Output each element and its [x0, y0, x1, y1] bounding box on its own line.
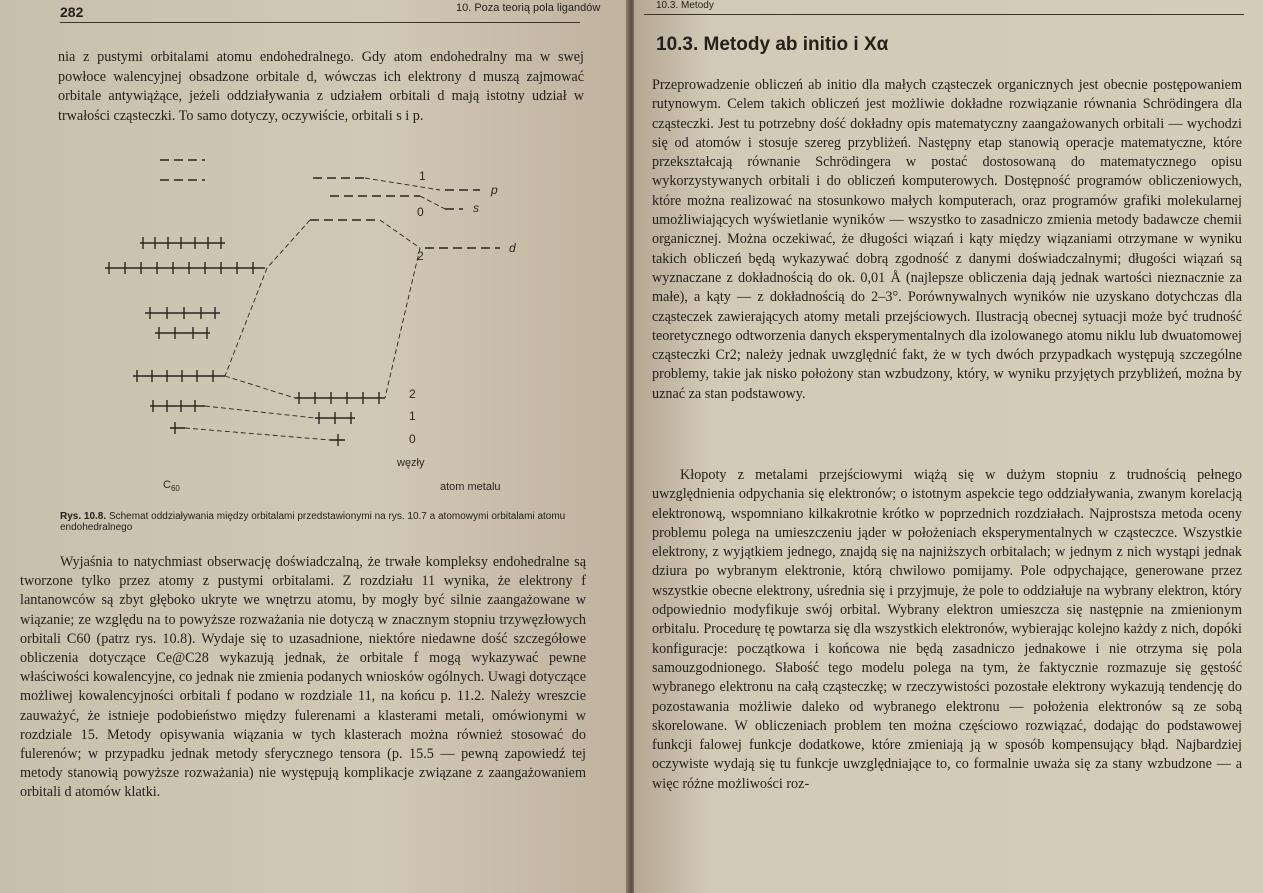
- orbital-diagram: [95, 148, 535, 498]
- figure-caption: [60, 511, 580, 533]
- node-label: 2: [417, 249, 424, 263]
- node-label: 1: [419, 169, 426, 183]
- orbital-letter-s: s: [473, 201, 479, 215]
- paragraph-1: [652, 76, 1242, 404]
- header-rule: [60, 22, 580, 23]
- node-label: 2: [409, 387, 416, 401]
- correlation-line: [205, 406, 315, 418]
- metal-atom-label: atom metalu: [440, 481, 501, 493]
- orbital-letter-p: p: [491, 183, 498, 197]
- paragraph-2: [652, 466, 1242, 794]
- running-head-left: 10. Poza teorią pola ligandów: [456, 2, 601, 14]
- running-head-right: 10.3. Metody: [656, 0, 714, 11]
- right-page: [634, 0, 1263, 893]
- nodes-label: węzły: [397, 457, 425, 469]
- header-rule-right: [644, 14, 1244, 15]
- correlation-line: [420, 196, 445, 209]
- section-title: 10.3. Metody ab initio i Xα: [656, 34, 889, 55]
- paragraph-1-text: Przeprowadzenie obliczeń ab initio dla małych cząsteczek organicznych jest obecnie postępowaniem rutynowym. Celem takich obliczeń jest możliwie dokładne rozwiązanie równania Schrödingera dla cząsteczki. Jest tu potrzebny dość dokładny opis matematyczny zaangażowanych orbitali — wychodzi się od atomów i stosuje szereg przybliżeń. Następny etap stanowią operacje matematyczne, które przekształcają równanie Schrödingera w postać dostosowaną do matematycznego opisu wykorzystywanych orbitali i do obliczeń komputerowych. Dostępność programów obliczeniowych, które można realizować na stosunkowo małych komputerach, oraz programów grafiki molekularnej umożliwiających wyświetlanie wyników — wszystko to zasadniczo zmienia metody badawcze chemii organicznej. Można oczekiwać, że długości wiązań i kąty między wiązaniami otrzymane w wyniku takich obliczeń będą wykazywać dobrą zgodność z danymi doświadczalnymi; długości wiązań są wyznaczane z dokładnością do ok. 0,01 Å (najlepsze obliczenia dają jednak wartości nieznacznie za małe), a kąty — z dokładnością do 2–3°. Porównywalnych wyników nie uzyskano dotychczas dla cząsteczek zawierających atomy metali przejściowych. Ilustracją obecnej sytuacji może być trudność teoretycznego odtworzenia danych eksperymentalnych dla izolowanego atomu niklu lub dwuatomowej cząsteczki Cr2; należy jednak uwzględnić fakt, że w tych dwóch przypadkach występują szczególne problemy, takie jak nisko położony stan wzbudzony, który, w wyniku przyjętych przybliżeń, można by uznać za stan podstawowy.: [652, 77, 1242, 402]
- c60-label-main: C: [163, 479, 171, 491]
- correlation-line: [267, 220, 310, 268]
- left-page: [0, 0, 628, 893]
- node-label: 1: [409, 409, 416, 423]
- node-label: 0: [417, 205, 424, 219]
- correlation-line: [380, 220, 420, 248]
- c60-label-sub: 60: [170, 484, 180, 493]
- paragraph-2-text: Kłopoty z metalami przejściowymi wiążą się w dużym stopniu z trudnością pełnego uwzględnienia odpychania się elektronów; o istotnym aspekcie tego oddziaływania, zwanym korelacją elektronową, wspomniano kilkakrotnie krótko w poprzednich rozdziałach. Najprostsza metoda oceny problemu polega na umieszczeniu jąder w położeniach eksperymentalnych w cząsteczce. Wszystkie elektrony, z wyjątkiem jednego, znajdą się na najniższych orbitalach; w jednym z nich wystąpi jednak dziura po wybranym elektronie, którą chwilowo pomijamy. Pole odpychające, generowane przez wszystkie obecne elektrony, uśrednia się i przyjmuje, że pole to oddziałuje na wybrany elektron, który odpowiednio modyfikuje swój orbital. Wybrany elektron umieszcza się następnie na zmienionym orbitalu. Procedurę tę powtarza się dla wszystkich elektronów, wybierając kolejno każdy z nich, dopóki konfiguracje: początkowa i końcowa nie będą zasadniczo jednakowe i nie otrzyma się pola samouzgodnionego. Słabość tego modelu polega na tym, że faktycznie rozmazuje się gęstość wybranego elektronu na całą cząsteczkę; w rzeczywistości pozostałe elektrony wykazują tendencję do pozostawania możliwie daleko od wybranego elektronu — położenia elektronów są ze sobą skorelowane. W obliczeniach problem ten można częściowo rozwiązać, dodając do podstawowej funkcji falowej funkcje dodatkowe, które zmieniają ją w sposób kompensujący błąd. Najbardziej oczywiste wydają się tu funkcje uwzględniające to, co formalnie uważa się za stany wzbudzone — a więc różne możliwości roz-: [652, 467, 1242, 792]
- page-number: 282: [60, 4, 84, 20]
- correlation-line: [385, 248, 420, 398]
- correlation-line: [185, 428, 330, 440]
- correlation-line: [365, 178, 440, 190]
- caption-text: Schemat oddziaływania między orbitalami przedstawionymi na rys. 10.7 a atomowymi orbitalami atomu endohedralnego: [60, 511, 566, 533]
- c60-label: [163, 479, 180, 493]
- correlation-line: [225, 268, 267, 376]
- paragraph-bottom: [20, 553, 586, 803]
- orbital-letter-d: d: [509, 241, 516, 255]
- paragraph-top: [58, 48, 584, 126]
- caption-number: Rys. 10.8.: [60, 511, 107, 522]
- paragraph-bottom-text: Wyjaśnia to natychmiast obserwację doświadczalną, że trwałe kompleksy endohedralne są tworzone tylko przez atomy z pustymi orbitalami. Z rozdziału 11 wynika, że elektrony f lantanowców są zbyt głęboko ukryte we wnętrzu atomu, by mogły być silnie zaangażowane w wiązanie; ze względu na to powyższe rozważania nie dotyczą w znacznym stopniu trzywęzłowych orbitali C60 (patrz rys. 10.8). Wydaje się to uzasadnione, niektóre niedawne dość szczegółowe obliczenia dotyczące Ce@C28 wykazują jednak, że orbitale f mogą wykazywać pewne właściwości kowalencyjne, co jednak nie zmienia podanych wniosków ogólnych. Uwagi dotyczące możliwej kowalencyjności orbitali f podano w rozdziale 11, na końcu p. 11.2. Należy wreszcie zauważyć, że istnieje podobieństwo między fulerenami a klasterami metali, omówionymi w rozdziale 15. Metody opisywania wiązania w tych klasterach można również stosować do fulerenów; w przypadku jednak metody sferycznego tensora (p. 15.5 — pewną zapowiedź tej metody stanowią powyższe rozważania) nie występują komplikacje związane z zaangażowaniem orbitali d atomów klatki.: [20, 554, 586, 801]
- correlation-line: [225, 376, 295, 398]
- paragraph-top-text: nia z pustymi orbitalami atomu endohedralnego. Gdy atom endohedralny ma w swej powłoce walencyjnej obsadzone orbitale d, wówczas ich elektrony d muszą zajmować orbitale antywiążące, jeżeli oddziaływania z udziałem orbitali d mają istotny udział w trwałości cząsteczki. To samo dotyczy, oczywiście, orbitali s i p.: [58, 49, 584, 124]
- node-label: 0: [409, 432, 416, 446]
